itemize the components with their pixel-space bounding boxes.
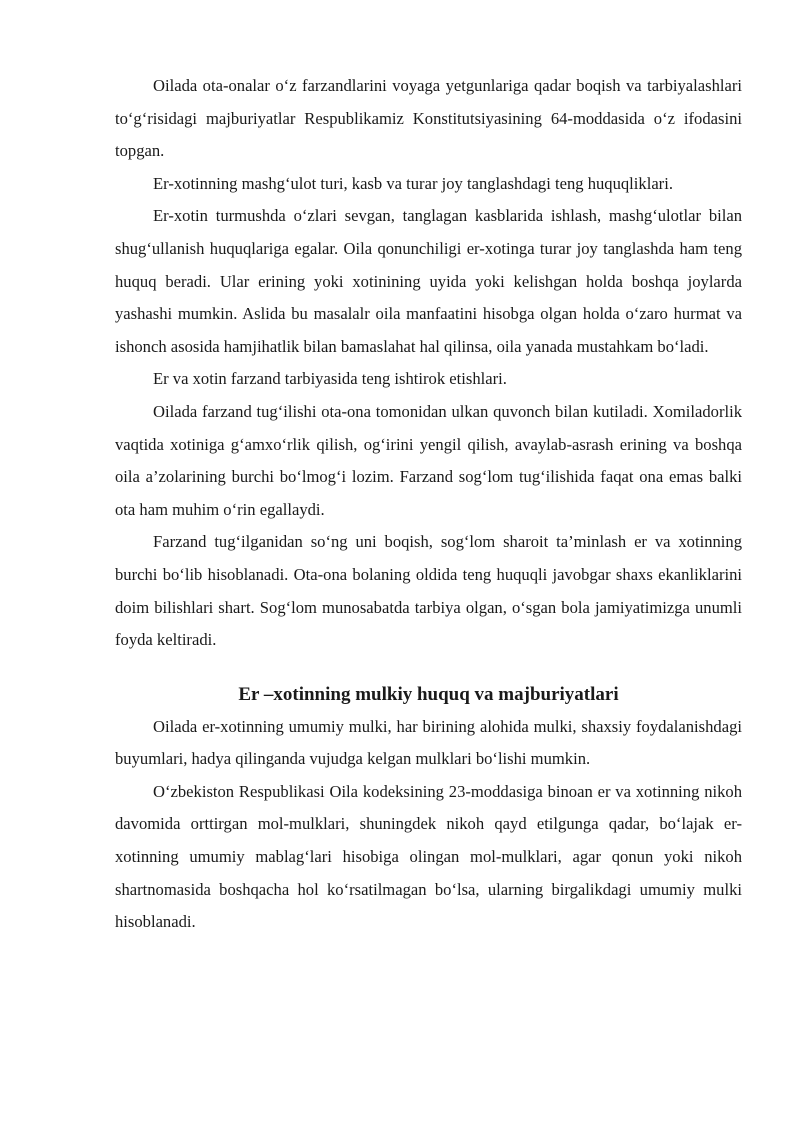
paragraph: O‘zbekiston Respublikasi Oila kodeksining 23-moddasiga binoan er va xotinning nikoh davomida orttirgan mol-mulklari, shuningdek nikoh qayd etilgunga qadar, bo‘lajak er-xotinning umumiy mablag‘lari hisobiga olingan mol-mulklari, agar qonun yoki nikoh shartnomasida boshqacha hol ko‘rsatilmagan bo‘lsa, ularning birgalikdagi umumiy mulki hisoblanadi. — [115, 781, 742, 932]
paragraph: Farzand tug‘ilganidan so‘ng uni boqish, sog‘lom sharoit ta’minlash er va xotinning burchi bo‘lib hisoblanadi. Ota-ona bolaning oldida teng huquqli javobgar shaxs ekanliklarini doim bilishlari shart. Sog‘lom munosabatda tarbiya olgan, o‘sgan bola jamiyatimizga unumli foyda keltiradi. — [115, 532, 742, 650]
paragraph: Er-xotinning mashg‘ulot turi, kasb va turar joy tanglashdagi teng huquqliklari. — [153, 173, 673, 193]
paragraph: Oilada er-xotinning umumiy mulki, har birining alohida mulki, shaxsiy foydalanishdagi buyumlari, hadya qilinganda vujudga kelgan mulklari bo‘lishi mumkin. — [115, 716, 742, 769]
paragraph: Oilada farzand tug‘ilishi ota-ona tomonidan ulkan quvonch bilan kutiladi. Xomiladorlik vaqtida xotiniga g‘amxo‘rlik qilish, og‘irini yengil qilish, avaylab-asrash erining va boshqa oila a’zolarining burchi bo‘lmog‘i lozim. Farzand sog‘lom tug‘ilishida faqat ona emas balki ota ham muhim o‘rin egallaydi. — [115, 401, 742, 519]
paragraph: Er-xotin turmushda o‘zlari sevgan, tanglagan kasblarida ishlash, mashg‘ulotlar bilan shug‘ullanish huquqlariga egalar. Oila qonunchiligi er-xotinga turar joy tanglashda ham teng huquq beradi. Ular erining yoki xotinining uyida yoki kelishgan holda boshqa joylarda yashashi mumkin. Aslida bu masalalr oila manfaatini hisobga olgan holda o‘zaro hurmat va ishonch asosida hamjihatlik bilan bamaslahat hal qilinsa, oila yanada mustahkam bo‘ladi. — [115, 206, 742, 356]
paragraph: Er va xotin farzand tarbiyasida teng ishtirok etishlari. — [153, 369, 507, 389]
section-heading: Er –xotinning mulkiy huquq va majburiyatlari — [238, 683, 619, 705]
paragraph: Oilada ota-onalar o‘z farzandlarini voyaga yetgunlariga qadar boqish va tarbiyalashlari to‘g‘risidagi majburiyatlar Respublikamiz Konstitutsiyasining 64-moddasida o‘z ifodasini topgan. — [115, 76, 742, 161]
document-page — [115, 70, 742, 939]
